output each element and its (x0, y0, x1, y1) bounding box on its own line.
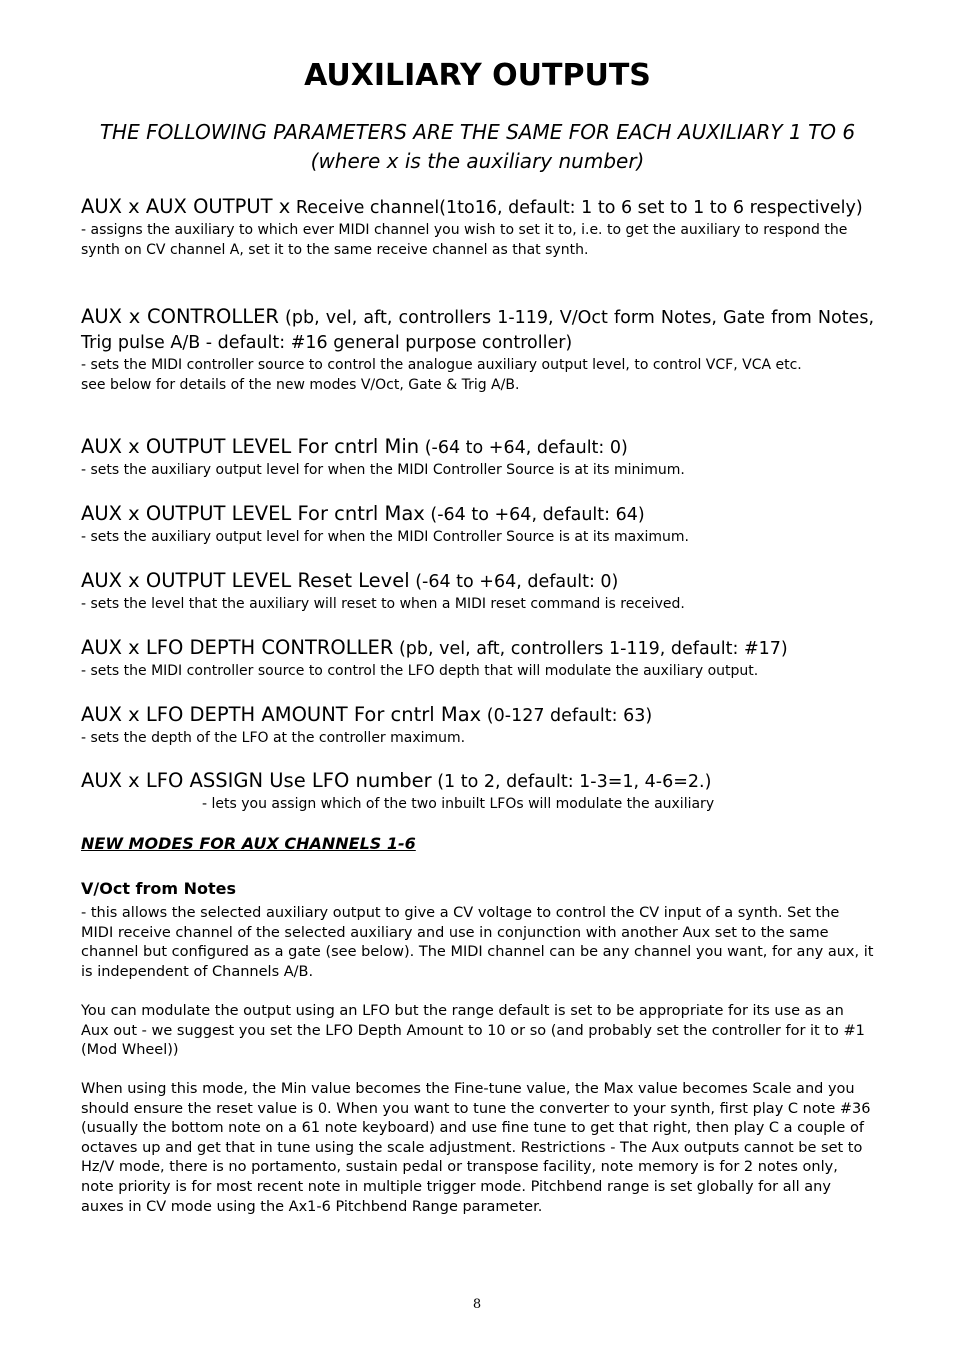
body-paragraph: - this allows the selected auxiliary output to give a CV voltage to control the CV input of a synth. Set the MIDI receive channel of the selected auxiliary and use in conjunction with another Aux set to the same channel but configured as a gate (see below). The MIDI channel can be any channel you want, for any aux, it is independent of Channels A/B. (81, 905, 874, 980)
page-number: 8 (472, 1297, 482, 1312)
param-output-level-reset (81, 569, 874, 614)
body-paragraph: When using this mode, the Min value becomes the Fine-tune value, the Max value becomes Scale and you should ensure the reset value is 0. When you want to tune the converter to your synth, first play C note #36 (usually the bottom note on a 61 note keyboard) and use fine tune to get that right, then play C a couple of octaves up and get that in tune using the scale adjustment. Restrictions - The Aux outputs cannot be set to Hz/V mode, there is no portamento, sustain pedal or transpose facility, note memory is for 2 notes only, note priority is for most recent note in multiple trigger mode. Pitchbend range is set globally for all any auxes in CV mode using the Ax1-6 Pitchbend Range parameter. (81, 1081, 871, 1215)
param-description: - sets the depth of the LFO at the controller maximum. (81, 730, 466, 746)
page-subtitle (81, 118, 874, 176)
voct-heading: V/Oct from Notes (81, 879, 237, 898)
param-description: - assigns the auxiliary to which ever MIDI channel you wish to set it to, i.e. to get the auxiliary to respond the synth on CV channel A, set it to the same receive channel as that synth. (81, 222, 848, 258)
param-range: (pb, vel, aft, controllers 1-119, default: #17) (393, 639, 788, 659)
param-lfo-depth-amount (81, 703, 874, 748)
param-name: AUX x CONTROLLER (81, 305, 279, 328)
param-description: - sets the level that the auxiliary will reset to when a MIDI reset command is received. (81, 596, 685, 612)
param-description: - sets the MIDI controller source to control the LFO depth that will modulate the auxiliary output. (81, 663, 759, 679)
new-modes-heading: NEW MODES FOR AUX CHANNELS 1-6 (81, 834, 416, 853)
param-name: AUX x OUTPUT LEVEL For cntrl Min (81, 435, 420, 458)
param-range: (1 to 2, default: 1-3=1, 4-6=2.) (431, 772, 712, 792)
param-heading (81, 435, 874, 460)
param-heading (81, 569, 874, 594)
page-title: AUXILIARY OUTPUTS (304, 58, 651, 93)
param-description-note: see below for details of the new modes V/Oct, Gate & Trig A/B. (81, 377, 520, 393)
param-controller (81, 305, 874, 395)
param-lfo-depth-controller (81, 636, 874, 681)
param-heading (81, 769, 874, 794)
param-output-level-min (81, 435, 874, 480)
param-range: (pb, vel, aft, controllers 1-119, V/Oct form Notes, Gate from Notes, Trig pulse A/B - default: #16 general purpose controller) (81, 308, 875, 353)
subtitle-line-1: THE FOLLOWING PARAMETERS ARE THE SAME FOR EACH AUXILIARY 1 TO 6 (99, 120, 856, 144)
param-heading (81, 636, 874, 661)
param-heading (81, 703, 874, 728)
param-range: Receive channel(1to16, default: 1 to 6 set to 1 to 6 respectively) (290, 198, 863, 218)
param-description: - lets you assign which of the two inbuilt LFOs will modulate the auxiliary (202, 796, 715, 812)
param-aux-output (81, 195, 874, 260)
param-description: - sets the auxiliary output level for when the MIDI Controller Source is at its maximum. (81, 529, 689, 545)
param-name: AUX x OUTPUT LEVEL For cntrl Max (81, 502, 425, 525)
param-name: AUX x LFO DEPTH AMOUNT For cntrl Max (81, 703, 482, 726)
param-name: AUX x LFO ASSIGN Use LFO number (81, 769, 432, 792)
param-description: - sets the auxiliary output level for when the MIDI Controller Source is at its minimum. (81, 462, 685, 478)
param-range: (-64 to +64, default: 0) (419, 438, 628, 458)
param-heading (81, 195, 874, 220)
param-name: AUX x AUX OUTPUT x (81, 195, 291, 218)
param-heading (81, 502, 874, 527)
param-range: (-64 to +64, default: 0) (409, 572, 619, 592)
param-name: AUX x LFO DEPTH CONTROLLER (81, 636, 394, 659)
body-paragraph: You can modulate the output using an LFO but the range default is set to be appropriate for its use as an Aux out - we suggest you set the LFO Depth Amount to 10 or so (and probably set the controller for it to #1 (Mod Wheel)) (81, 1003, 865, 1059)
param-name: AUX x OUTPUT LEVEL Reset Level (81, 569, 410, 592)
subtitle-line-2: (where x is the auxiliary number) (310, 149, 645, 173)
param-range: (0-127 default: 63) (481, 706, 653, 726)
param-description: - sets the MIDI controller source to control the analogue auxiliary output level, to control VCF, VCA etc. (81, 357, 802, 373)
param-output-level-max (81, 502, 874, 547)
param-range: (-64 to +64, default: 64) (424, 505, 645, 525)
param-lfo-assign (81, 769, 874, 814)
param-heading (81, 305, 874, 355)
